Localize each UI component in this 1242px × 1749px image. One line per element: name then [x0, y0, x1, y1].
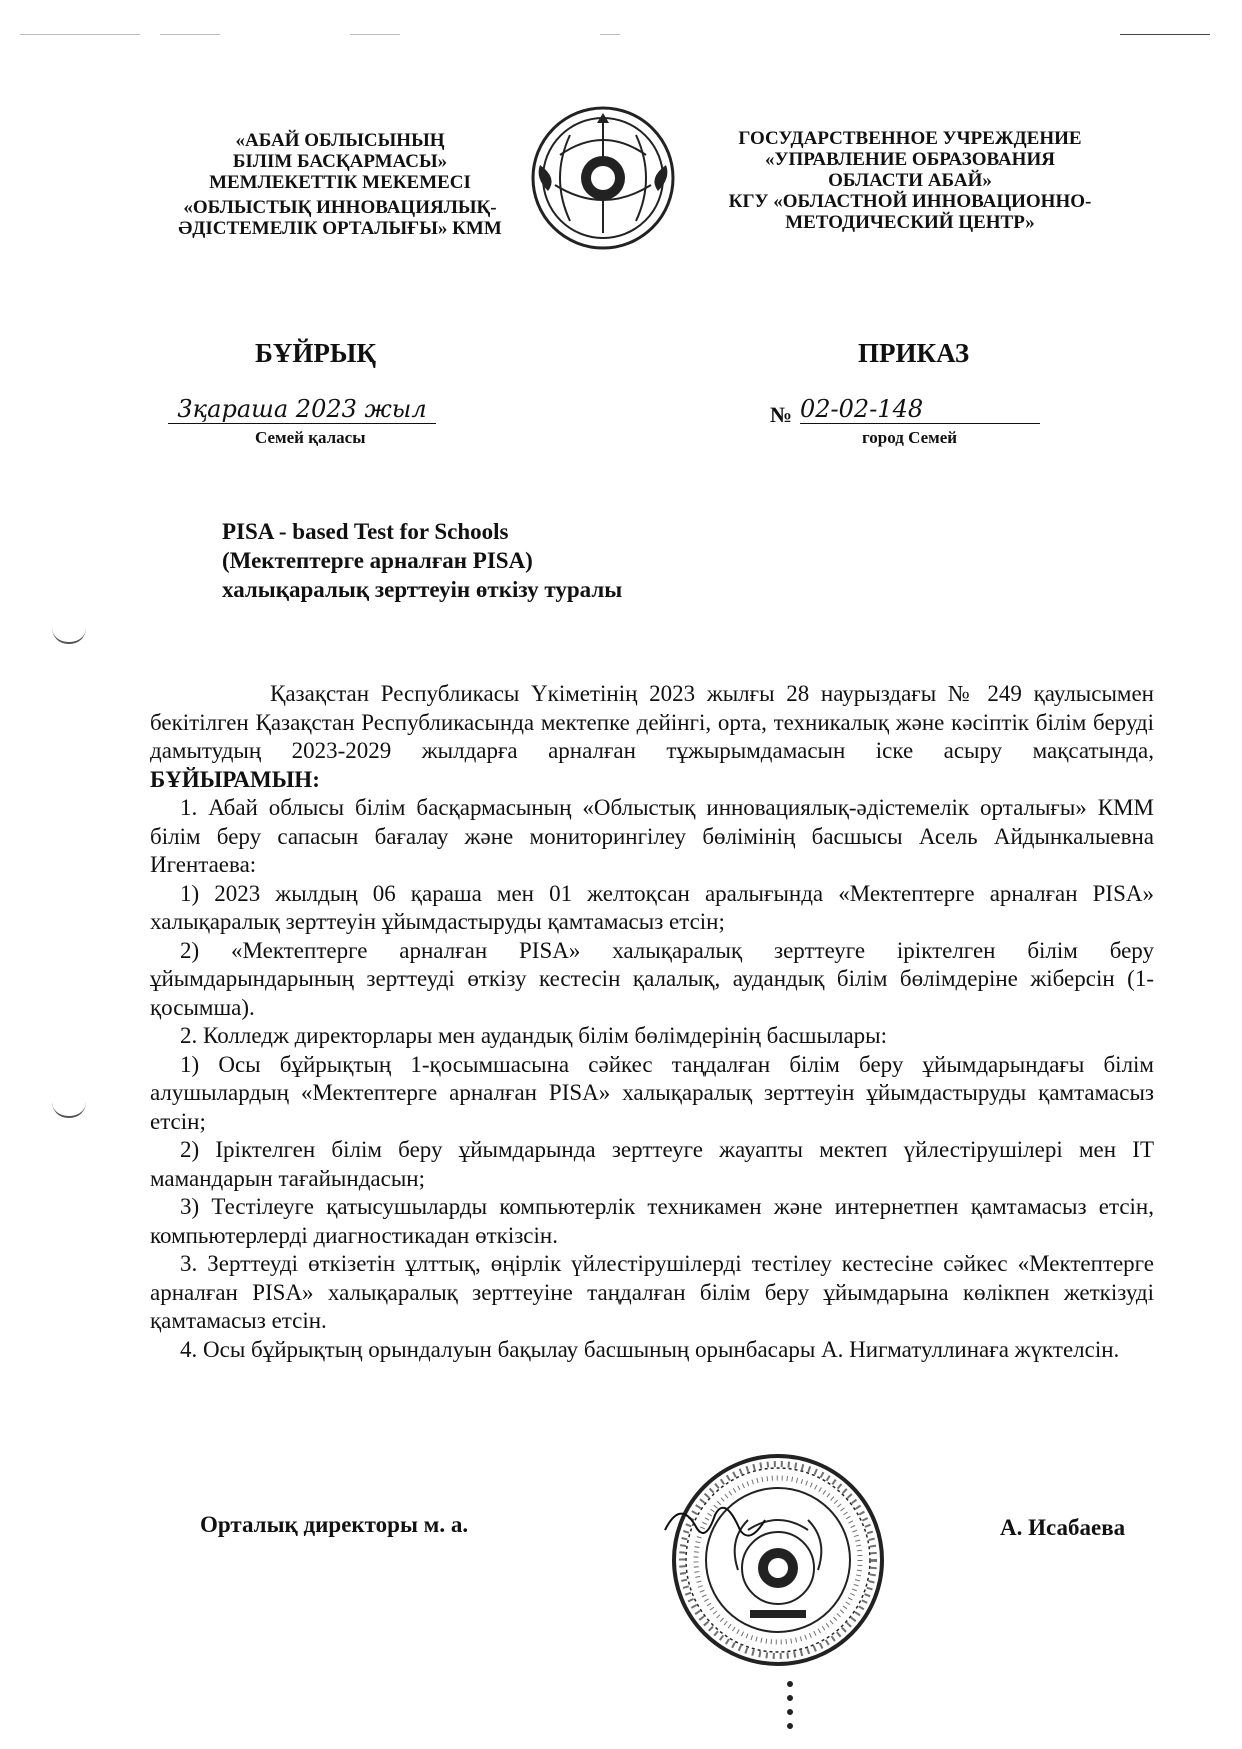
header-left [150, 130, 530, 239]
signatory-position: Орталық директоры м. а. [200, 1512, 469, 1537]
subject-line: халықаралық зерттеуін өткізу туралы [222, 577, 623, 602]
number-sign: № [770, 402, 793, 427]
header-right-line: МЕТОДИЧЕСКИЙ ЦЕНТР» [785, 212, 1035, 233]
paragraph-2-2: 2) Іріктелген білім беру ұйымдарында зерттеуге жауапты мектеп үйлестірушілері мен IT мамандарын тағайындасын; [150, 1137, 1154, 1191]
header-left-line: МЕМЛЕКЕТТІК МЕКЕМЕСІ [209, 172, 471, 193]
handwritten-signature [660, 1495, 770, 1555]
intro-paragraph [150, 680, 1154, 794]
city-kz: Семей қаласы [255, 428, 366, 447]
intro-bold: БҰЙЫРАМЫН: [150, 766, 320, 792]
header-left-line: «ОБЛЫСТЫҚ ИННОВАЦИЯЛЫҚ- [183, 197, 497, 218]
header-right-line: «УПРАВЛЕНИЕ ОБРАЗОВАНИЯ [765, 149, 1055, 170]
scan-artifact [20, 34, 140, 35]
scan-artifact [1120, 34, 1210, 35]
header-right-line: ГОСУДАРСТВЕННОЕ УЧРЕЖДЕНИЕ [738, 128, 1082, 149]
header-right-line: КГУ «ОБЛАСТНОЙ ИННОВАЦИОННО- [728, 191, 1092, 212]
paragraph-2-1: 1) Осы бұйрықтың 1-қосымшасына сәйкес таңдалған білім беру ұйымдарындағы білім алушылардың «Мектептерге арналған PISA» халықаралық зерттеуін ұйымдастыруды қамтамасыз етсін; [150, 1051, 1154, 1134]
order-title-kz: БҰЙРЫҚ [255, 338, 376, 368]
header-left-line: ӘДІСТЕМЕЛІК ОРТАЛЫҒЫ» КММ [178, 218, 502, 239]
order-body [150, 680, 1154, 1364]
header-right [690, 128, 1130, 233]
paragraph-1: 1. Абай облысы білім басқармасының «Облыстық инновациялық-әдістемелік орталығы» КММ білім беру сапасын бағалау және мониторингілеу бөлімінің басшысы Асель Айдынкалыевна Игентаева: [150, 795, 1154, 877]
header-left-line: БІЛІМ БАСҚАРМАСЫ» [232, 151, 448, 172]
punch-hole [52, 1102, 86, 1118]
paragraph-4: 4. Осы бұйрықтың орындалуын бақылау басшының орынбасары А. Нигматуллинаға жүктелсін. [180, 1336, 1120, 1362]
header-right-line: ОБЛАСТИ АБАЙ» [828, 170, 992, 191]
scan-artifact [600, 34, 620, 35]
header-left-line: «АБАЙ ОБЛЫСЫНЫҢ [235, 130, 445, 151]
order-title-ru: ПРИКАЗ [858, 338, 970, 368]
paragraph-2-3: 3) Тестілеуге қатысушыларды компьютерлік техникамен және интернетпен қамтамасыз етсін, компьютерлерді диагностикадан өткізсін. [150, 1194, 1154, 1248]
official-seal-stamp [668, 1450, 888, 1670]
state-emblem [530, 105, 676, 251]
paragraph-2: 2. Колледж директорлары мен аудандық білім бөлімдерінің басшылары: [180, 1023, 887, 1048]
scan-artifact [350, 34, 400, 35]
paragraph-1-2: 2) «Мектептерге арналған PISA» халықаралық зерттеуге іріктелген білім беру ұйымдарындарының зерттеуді өткізу кестесін қалалық, аудандық білім бөлімдеріне жіберсін (1-қосымша). [150, 937, 1154, 1020]
scan-artifact [160, 34, 220, 35]
paragraph-3: 3. Зерттеуді өткізетін ұлттық, өңірлік үйлестірушілерді тестілеу кестесіне сәйкес «Мектептерге арналған PISA» халықаралық зерттеуіне таңдалған білім беру ұйымдарына көлікпен жеткізуді қамтамасыз етсін. [150, 1251, 1154, 1333]
city-ru: город Семей [862, 428, 958, 447]
subject-line: (Мектептерге арналған PISA) [222, 548, 533, 573]
perforation-dots [786, 1680, 794, 1736]
paragraph-1-1: 1) 2023 жылдың 06 қараша мен 01 желтоқсан аралығында «Мектептерге арналған PISA» халықаралық зерттеуін ұйымдастыруды қамтамасыз етсін; [150, 880, 1154, 934]
subject-line: PISA - based Test for Schools [222, 519, 509, 544]
intro-text: Қазақстан Республикасы Үкіметінің 2023 жылғы 28 наурыздағы № 249 қаулысымен бекітілген Қазақстан Республикасында мектепке дейінгі, орта, техникалық және кәсіптік білім беруді дамытудың 2023-2029 жылдарға арналған тұжырымдамасын іске асыру мақсатында, [150, 681, 1154, 763]
order-subject [222, 517, 622, 604]
punch-hole [52, 628, 86, 644]
order-date: 3қараша 2023 жыл [168, 395, 436, 424]
signatory-name: А. Исабаева [1000, 1515, 1126, 1540]
order-number: 02-02-148 [800, 395, 1040, 424]
